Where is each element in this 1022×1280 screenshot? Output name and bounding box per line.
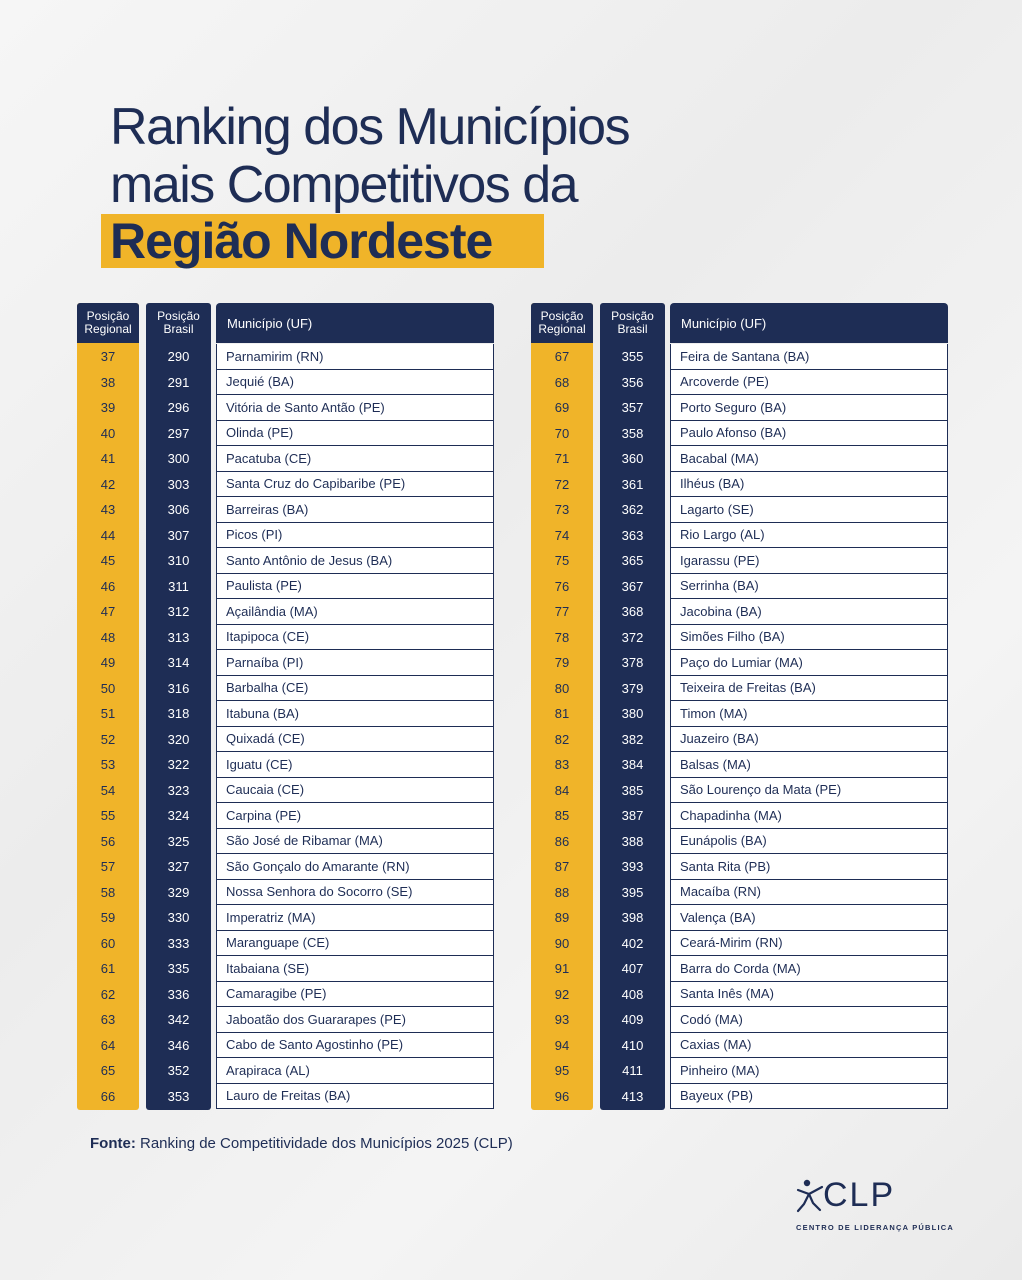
cell-brasil: 306	[167, 502, 190, 518]
cell-brasil: 336	[167, 986, 190, 1002]
regional-values	[531, 343, 593, 1109]
cell-regional: 53	[100, 757, 116, 773]
cell-regional: 84	[554, 782, 570, 798]
cell-brasil: 353	[167, 1088, 190, 1104]
cell-regional: 85	[554, 808, 570, 824]
cell-municipio: Teixeira de Freitas (BA)	[670, 676, 948, 702]
cell-regional: 67	[554, 349, 570, 365]
cell-municipio: Balsas (MA)	[670, 752, 948, 778]
cell-brasil: 367	[621, 578, 644, 594]
cell-brasil: 318	[167, 706, 190, 722]
cell-regional: 73	[554, 502, 570, 518]
cell-municipio: Parnaíba (PI)	[216, 650, 494, 676]
cell-brasil: 335	[167, 961, 190, 977]
cell-municipio: Santa Cruz do Capibaribe (PE)	[216, 472, 494, 498]
cell-brasil: 363	[621, 527, 644, 543]
title-highlighted-line: Região Nordeste	[110, 213, 493, 269]
cell-brasil: 411	[622, 1063, 643, 1079]
brasil-values	[146, 343, 211, 1109]
cell-regional: 59	[100, 910, 116, 926]
cell-brasil: 290	[167, 349, 190, 365]
cell-brasil: 407	[621, 961, 644, 977]
cell-brasil: 333	[167, 935, 190, 951]
cell-brasil: 362	[621, 502, 644, 518]
cell-regional: 72	[554, 476, 570, 492]
header-posicao-regional: Posição Regional	[531, 303, 593, 343]
cell-brasil: 323	[167, 782, 190, 798]
cell-municipio: Picos (PI)	[216, 523, 494, 549]
cell-regional: 37	[100, 349, 116, 365]
cell-regional: 87	[554, 859, 570, 875]
cell-brasil: 310	[167, 553, 190, 569]
cell-brasil: 368	[621, 604, 644, 620]
cell-regional: 82	[554, 731, 570, 747]
cell-regional: 83	[554, 757, 570, 773]
cell-brasil: 297	[167, 425, 190, 441]
brasil-values	[600, 343, 665, 1109]
cell-municipio: Arcoverde (PE)	[670, 370, 948, 396]
cell-municipio: Itabaiana (SE)	[216, 956, 494, 982]
cell-regional: 60	[100, 935, 116, 951]
cell-municipio: Olinda (PE)	[216, 421, 494, 447]
cell-municipio: São José de Ribamar (MA)	[216, 829, 494, 855]
cell-brasil: 327	[167, 859, 190, 875]
cell-regional: 38	[100, 374, 116, 390]
cell-municipio: Paulista (PE)	[216, 574, 494, 600]
cell-brasil: 355	[621, 349, 644, 365]
cell-regional: 80	[554, 680, 570, 696]
cell-brasil: 382	[621, 731, 644, 747]
cell-regional: 64	[100, 1037, 116, 1053]
regional-values	[77, 343, 139, 1109]
leader-figure-icon	[795, 1178, 825, 1214]
cell-brasil: 393	[621, 859, 644, 875]
cell-municipio: Timon (MA)	[670, 701, 948, 727]
cell-municipio: Ilhéus (BA)	[670, 472, 948, 498]
cell-municipio: Jequié (BA)	[216, 370, 494, 396]
cell-brasil: 356	[621, 374, 644, 390]
cell-municipio: Pacatuba (CE)	[216, 446, 494, 472]
header-posicao-brasil: Posição Brasil	[611, 309, 654, 336]
cell-brasil: 360	[621, 451, 644, 467]
clp-logo	[795, 1176, 954, 1236]
cell-regional: 54	[100, 782, 116, 798]
cell-regional: 51	[100, 706, 116, 722]
cell-municipio: Chapadinha (MA)	[670, 803, 948, 829]
cell-brasil: 379	[621, 680, 644, 696]
cell-regional: 77	[554, 604, 570, 620]
cell-regional: 76	[554, 578, 570, 594]
cell-municipio: Bayeux (PB)	[670, 1084, 948, 1110]
cell-regional: 63	[100, 1012, 116, 1028]
column-posicao-brasil	[146, 303, 211, 1110]
cell-brasil: 311	[168, 578, 189, 594]
cell-regional: 45	[100, 553, 116, 569]
cell-municipio: Jaboatão dos Guararapes (PE)	[216, 1007, 494, 1033]
cell-regional: 41	[100, 451, 116, 467]
cell-regional: 78	[554, 629, 570, 645]
column-posicao-regional	[77, 303, 139, 1110]
cell-brasil: 398	[621, 910, 644, 926]
cell-brasil: 387	[621, 808, 644, 824]
column-posicao-brasil	[600, 303, 665, 1110]
title-line-1: Ranking dos Municípios	[110, 98, 630, 156]
cell-municipio: Açailândia (MA)	[216, 599, 494, 625]
cell-municipio: Porto Seguro (BA)	[670, 395, 948, 421]
cell-municipio: Macaíba (RN)	[670, 880, 948, 906]
cell-brasil: 313	[167, 629, 190, 645]
cell-municipio: Feira de Santana (BA)	[670, 344, 948, 370]
cell-regional: 42	[100, 476, 116, 492]
cell-municipio: Serrinha (BA)	[670, 574, 948, 600]
source-text: Ranking de Competitividade dos Municípios 2025 (CLP)	[135, 1135, 513, 1152]
cell-regional: 96	[554, 1088, 570, 1104]
cell-municipio: Lauro de Freitas (BA)	[216, 1084, 494, 1110]
title-line-2: mais Competitivos da	[110, 156, 578, 214]
cell-municipio: Jacobina (BA)	[670, 599, 948, 625]
cell-municipio: Arapiraca (AL)	[216, 1058, 494, 1084]
cell-municipio: Itabuna (BA)	[216, 701, 494, 727]
cell-regional: 86	[554, 833, 570, 849]
cell-brasil: 316	[167, 680, 190, 696]
cell-brasil: 342	[167, 1012, 190, 1028]
column-municipio	[670, 303, 948, 1109]
cell-regional: 47	[100, 604, 116, 620]
cell-regional: 43	[100, 502, 116, 518]
cell-municipio: Carpina (PE)	[216, 803, 494, 829]
cell-municipio: Paulo Afonso (BA)	[670, 421, 948, 447]
cell-regional: 40	[100, 425, 116, 441]
cell-regional: 62	[100, 986, 116, 1002]
cell-regional: 44	[100, 527, 116, 543]
cell-regional: 66	[100, 1088, 116, 1104]
cell-brasil: 329	[167, 884, 190, 900]
cell-regional: 70	[554, 425, 570, 441]
cell-municipio: Barreiras (BA)	[216, 497, 494, 523]
cell-regional: 57	[100, 859, 116, 875]
cell-municipio: Caxias (MA)	[670, 1033, 948, 1059]
cell-regional: 50	[100, 680, 116, 696]
cell-municipio: São Lourenço da Mata (PE)	[670, 778, 948, 804]
cell-municipio: São Gonçalo do Amarante (RN)	[216, 854, 494, 880]
cell-municipio: Quixadá (CE)	[216, 727, 494, 753]
cell-brasil: 361	[621, 476, 644, 492]
cell-brasil: 378	[621, 655, 644, 671]
cell-brasil: 365	[621, 553, 644, 569]
cell-municipio: Nossa Senhora do Socorro (SE)	[216, 880, 494, 906]
cell-brasil: 314	[167, 655, 190, 671]
cell-brasil: 385	[621, 782, 644, 798]
header-posicao-regional: Posição Regional	[77, 303, 139, 343]
cell-municipio: Ceará-Mirim (RN)	[670, 931, 948, 957]
cell-regional: 39	[100, 400, 116, 416]
cell-municipio: Itapipoca (CE)	[216, 625, 494, 651]
cell-municipio: Eunápolis (BA)	[670, 829, 948, 855]
cell-regional: 65	[100, 1063, 116, 1079]
cell-brasil: 346	[167, 1037, 190, 1053]
cell-regional: 93	[554, 1012, 570, 1028]
cell-brasil: 402	[621, 935, 644, 951]
cell-brasil: 410	[621, 1037, 644, 1053]
cell-regional: 48	[100, 629, 116, 645]
cell-municipio: Camaragibe (PE)	[216, 982, 494, 1008]
page-title	[110, 98, 629, 214]
cell-municipio: Paço do Lumiar (MA)	[670, 650, 948, 676]
logo-subtitle: CENTRO DE LIDERANÇA PÚBLICA	[796, 1223, 954, 1232]
cell-regional: 69	[554, 400, 570, 416]
cell-regional: 92	[554, 986, 570, 1002]
cell-municipio: Valença (BA)	[670, 905, 948, 931]
cell-municipio: Parnamirim (RN)	[216, 344, 494, 370]
cell-municipio: Imperatriz (MA)	[216, 905, 494, 931]
cell-regional: 56	[100, 833, 116, 849]
header-municipio: Município (UF)	[216, 303, 494, 343]
cell-regional: 75	[554, 553, 570, 569]
cell-brasil: 388	[621, 833, 644, 849]
cell-brasil: 303	[167, 476, 190, 492]
cell-regional: 91	[554, 961, 570, 977]
cell-municipio: Santo Antônio de Jesus (BA)	[216, 548, 494, 574]
cell-municipio: Barbalha (CE)	[216, 676, 494, 702]
cell-municipio: Rio Largo (AL)	[670, 523, 948, 549]
cell-municipio: Maranguape (CE)	[216, 931, 494, 957]
cell-regional: 71	[554, 451, 570, 467]
cell-regional: 94	[554, 1037, 570, 1053]
cell-brasil: 296	[167, 400, 190, 416]
cell-regional: 95	[554, 1063, 570, 1079]
cell-regional: 89	[554, 910, 570, 926]
cell-regional: 79	[554, 655, 570, 671]
cell-municipio: Bacabal (MA)	[670, 446, 948, 472]
cell-municipio: Barra do Corda (MA)	[670, 956, 948, 982]
cell-regional: 68	[554, 374, 570, 390]
cell-regional: 46	[100, 578, 116, 594]
cell-regional: 49	[100, 655, 116, 671]
cell-municipio: Santa Inês (MA)	[670, 982, 948, 1008]
cell-brasil: 380	[621, 706, 644, 722]
cell-regional: 90	[554, 935, 570, 951]
cell-brasil: 312	[167, 604, 190, 620]
cell-regional: 81	[554, 706, 570, 722]
cell-municipio: Lagarto (SE)	[670, 497, 948, 523]
cell-regional: 74	[554, 527, 570, 543]
cell-municipio: Simões Filho (BA)	[670, 625, 948, 651]
cell-brasil: 409	[621, 1012, 644, 1028]
cell-regional: 52	[100, 731, 116, 747]
municipio-values	[216, 343, 494, 1109]
cell-brasil: 325	[167, 833, 190, 849]
column-posicao-regional	[531, 303, 593, 1110]
cell-brasil: 408	[621, 986, 644, 1002]
cell-municipio: Pinheiro (MA)	[670, 1058, 948, 1084]
cell-regional: 61	[100, 961, 116, 977]
cell-brasil: 372	[621, 629, 644, 645]
cell-municipio: Igarassu (PE)	[670, 548, 948, 574]
cell-municipio: Caucaia (CE)	[216, 778, 494, 804]
cell-municipio: Santa Rita (PB)	[670, 854, 948, 880]
cell-brasil: 330	[167, 910, 190, 926]
cell-brasil: 384	[621, 757, 644, 773]
cell-municipio: Juazeiro (BA)	[670, 727, 948, 753]
cell-municipio: Iguatu (CE)	[216, 752, 494, 778]
cell-municipio: Codó (MA)	[670, 1007, 948, 1033]
source-note	[90, 1135, 513, 1152]
header-municipio: Município (UF)	[670, 303, 948, 343]
column-municipio	[216, 303, 494, 1109]
municipio-values	[670, 343, 948, 1109]
cell-brasil: 320	[167, 731, 190, 747]
cell-regional: 88	[554, 884, 570, 900]
cell-regional: 55	[100, 808, 116, 824]
logo-name: CLP	[823, 1176, 896, 1214]
cell-brasil: 358	[621, 425, 644, 441]
cell-brasil: 291	[167, 374, 190, 390]
cell-regional: 58	[100, 884, 116, 900]
cell-brasil: 324	[167, 808, 190, 824]
source-label: Fonte:	[90, 1135, 136, 1152]
cell-brasil: 300	[167, 451, 190, 467]
cell-municipio: Cabo de Santo Agostinho (PE)	[216, 1033, 494, 1059]
cell-brasil: 395	[621, 884, 644, 900]
header-posicao-brasil: Posição Brasil	[157, 309, 200, 336]
cell-brasil: 322	[167, 757, 190, 773]
cell-brasil: 413	[621, 1088, 644, 1104]
cell-brasil: 357	[621, 400, 644, 416]
cell-brasil: 352	[167, 1063, 190, 1079]
cell-brasil: 307	[167, 527, 190, 543]
cell-municipio: Vitória de Santo Antão (PE)	[216, 395, 494, 421]
